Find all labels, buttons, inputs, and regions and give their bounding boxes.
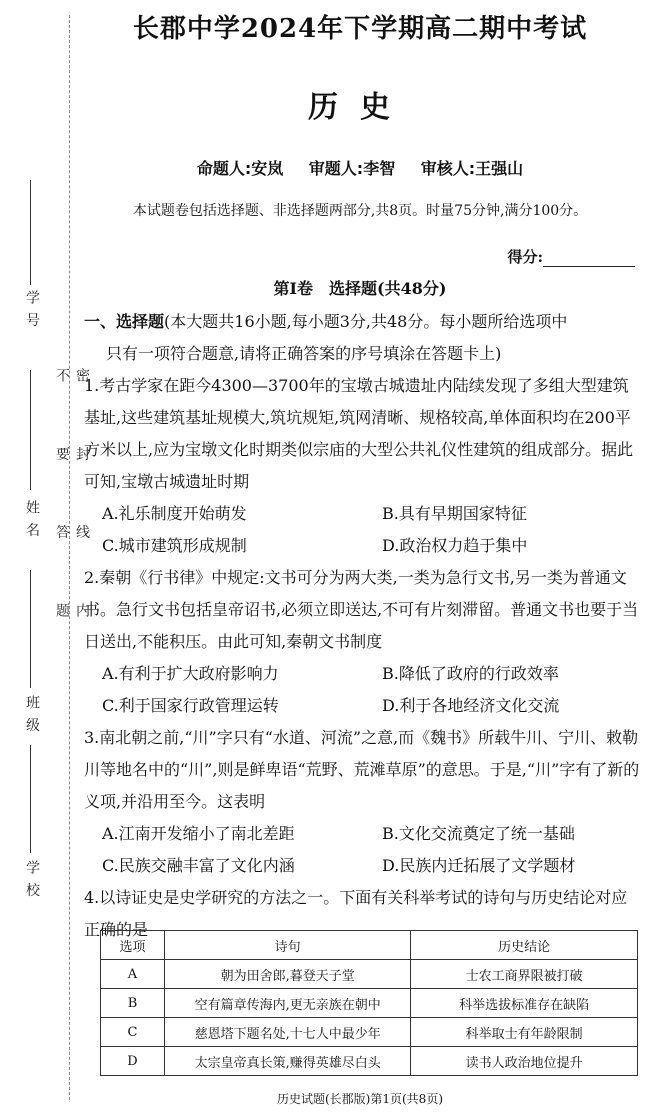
table-cell: 朝为田舍郎,暮登天子堂 — [165, 960, 411, 989]
checker: 审核人:王强山 — [420, 159, 524, 178]
table-cell: 读书人政治地位提升 — [411, 1047, 638, 1076]
table-header: 历史结论 — [411, 931, 638, 960]
table-cell: B — [101, 989, 165, 1018]
table-cell: A — [101, 960, 165, 989]
table-cell: 科举取士有年龄限制 — [411, 1018, 638, 1047]
option-d: D.民族内迁拓展了文学题材 — [382, 856, 576, 875]
name-label: 姓 名 — [24, 500, 40, 539]
option-a: A.有利于扩大政府影响力 — [102, 664, 279, 683]
score-blank — [543, 250, 635, 267]
table-cell: 士农工商界限被打破 — [411, 960, 638, 989]
option-a: A.礼乐制度开始萌发 — [102, 504, 247, 523]
table-header-row — [101, 931, 638, 960]
option-grid — [84, 818, 640, 882]
question-2 — [84, 562, 640, 722]
option-a: A.江南开发缩小了南北差距 — [102, 824, 295, 843]
class-label: 班 级 — [24, 695, 40, 734]
score-field — [507, 246, 635, 267]
table-row — [101, 960, 638, 989]
reviewer: 审题人:李智 — [308, 159, 396, 178]
option-b: B.具有早期国家特征 — [382, 504, 527, 523]
score-label: 得分: — [507, 248, 543, 266]
question-1 — [84, 370, 640, 562]
option-b: B.降低了政府的行政效率 — [382, 664, 559, 683]
table-header: 诗句 — [165, 931, 411, 960]
table-row — [101, 1018, 638, 1047]
school-label: 学 校 — [24, 860, 40, 899]
name-blank — [30, 370, 31, 490]
table-cell: 太宗皇帝真长策,赚得英雄尽白头 — [165, 1047, 411, 1076]
questions-area — [84, 306, 640, 946]
question-text: 1.考古学家在距今4300—3700年的宝墩古城遗址内陆续发现了多组大型建筑基址,这些建筑基址规模大,筑坑规矩,筑网清晰、规格较高,单体面积均在200平方米以上,应为宝墩文化时期类似宗庙的大型公共礼仪性建筑的组成部分。据此可知,宝墩古城遗址时期 — [84, 376, 634, 491]
option-d: D.利于各地经济文化交流 — [382, 696, 560, 715]
poem-table — [100, 930, 638, 1076]
option-c: C.利于国家行政管理运转 — [102, 696, 279, 715]
table-row — [101, 1047, 638, 1076]
table-cell: 科举选拔标准存在缺陷 — [411, 989, 638, 1018]
section-heading-bold: 一、选择题 — [84, 312, 165, 331]
table-cell: D — [101, 1047, 165, 1076]
student-id-blank — [30, 180, 31, 285]
class-blank — [30, 570, 31, 688]
option-b: B.文化交流奠定了统一基础 — [382, 824, 575, 843]
table-row — [101, 989, 638, 1018]
authors-line — [100, 156, 620, 179]
exam-intro: 本试题卷包括选择题、非选择题两部分,共8页。时量75分钟,满分100分。 — [132, 203, 588, 219]
question-text: 4.以诗证史是史学研究的方法之一。下面有关科举考试的诗句与历史结论对应正确的是 — [84, 888, 628, 939]
table-cell: C — [101, 1018, 165, 1047]
section-heading — [84, 306, 640, 338]
option-grid — [84, 498, 640, 562]
question-text: 3.南北朝之前,“川”字只有“水道、河流”之意,而《魏书》所载牛川、宁川、敕勒川等地名中的“川”,则是鲜卑语“荒野、荒滩草原”的意思。于是,“川”字有了新的义项,并沿用至今。这表明 — [84, 728, 640, 811]
question-3 — [84, 722, 640, 882]
school-blank — [30, 745, 31, 853]
student-id-label: 学 号 — [24, 290, 40, 329]
table-header: 选项 — [101, 931, 165, 960]
question-text: 2.秦朝《行书律》中规定:文书可分为两大类,一类为急行文书,另一类为普通文书。急行文书包括皇帝诏书,必须立即送达,不可有片刻滞留。普通文书也要于当日送出,不能积压。由此可知,秦朝文书制度 — [84, 568, 639, 651]
page-footer: 历史试题(长郡版)第1页(共8页) — [277, 1092, 443, 1106]
subject-title: 历史 — [308, 90, 412, 125]
section-title: 第Ⅰ卷 选择题(共48分) — [273, 279, 447, 298]
section-heading-line2: 只有一项符合题意,请将正确答案的序号填涂在答题卡上) — [106, 344, 502, 363]
table-cell: 慈恩塔下题名处,十七人中最少年 — [165, 1018, 411, 1047]
exam-title: 长郡中学2024年下学期高二期中考试 — [132, 14, 588, 44]
option-c: C.城市建筑形成规制 — [102, 536, 247, 555]
seal-notice: 密 封 线 内 不 要 答 题 — [54, 368, 90, 648]
option-grid — [84, 658, 640, 722]
option-c: C.民族交融丰富了文化内涵 — [102, 856, 295, 875]
table-cell: 空有篇章传海内,更无亲族在朝中 — [165, 989, 411, 1018]
setter: 命题人:安岚 — [196, 159, 284, 178]
option-d: D.政治权力趋于集中 — [382, 536, 528, 555]
section-heading-rest: (本大题共16小题,每小题3分,共48分。每小题所给选项中 — [164, 312, 568, 331]
